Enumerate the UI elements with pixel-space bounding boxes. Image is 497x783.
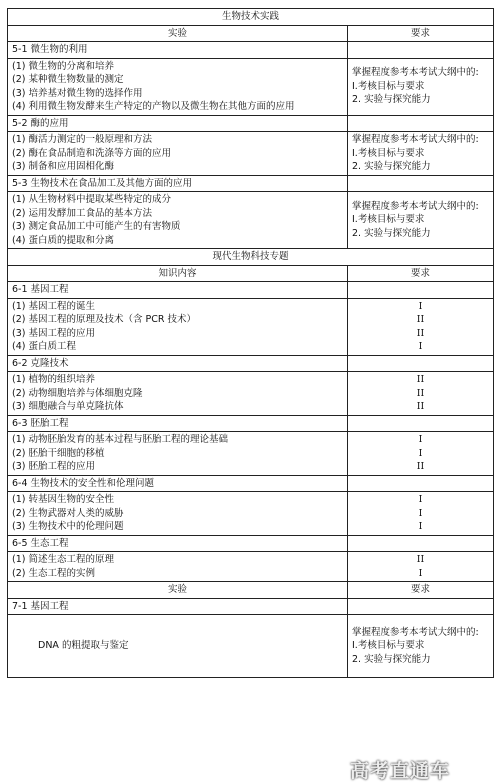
list-item: (3) 制备和应用固相化酶: [12, 161, 114, 172]
group-items-row: [8, 192, 494, 249]
group-heading: 6-3 胚胎工程: [8, 415, 348, 432]
group-items: [8, 132, 348, 176]
requirement-line: 2. 实验与探究能力: [352, 94, 431, 106]
section-title: 现代生物科技专题: [8, 249, 494, 266]
group-heading-row: [8, 282, 494, 299]
column-header-knowledge: 知识内容: [8, 265, 348, 282]
group-heading-blank: [348, 535, 494, 552]
requirement-level: II: [416, 314, 425, 325]
group-heading-row: [8, 115, 494, 132]
requirement-level: I: [418, 447, 423, 459]
column-header-experiment: 实验: [8, 25, 348, 42]
requirement-level: I: [418, 341, 423, 352]
list-item: (1) 转基因生物的安全性: [12, 494, 114, 505]
group-heading-row: [8, 415, 494, 432]
group-heading: 7-1 基因工程: [8, 598, 348, 615]
group-heading-row: [8, 598, 494, 615]
column-header-row: [8, 25, 494, 42]
group-items: [8, 492, 348, 536]
group-heading-row: [8, 175, 494, 192]
requirement-level: II: [416, 461, 425, 472]
list-item: (1) 从生物材料中提取某些特定的成分: [12, 194, 171, 205]
requirement-level: I: [418, 507, 423, 519]
requirement-level: I: [418, 521, 423, 532]
requirement-line: 掌握程度参考本考试大纲中的:: [352, 134, 479, 145]
requirement-levels: [348, 298, 494, 355]
list-item: (4) 利用微生物发酵来生产特定的产物以及微生物在其他方面的应用: [12, 101, 295, 112]
list-item: (1) 微生物的分离和培养: [12, 60, 114, 72]
group-items-row: [8, 492, 494, 536]
requirement-level: II: [416, 387, 425, 399]
column-header-row: [8, 582, 494, 599]
list-item: (3) 基因工程的应用: [12, 327, 95, 339]
group-items: [8, 192, 348, 249]
list-item: (3) 细胞融合与单克隆抗体: [12, 401, 124, 412]
section-title-row: [8, 9, 494, 26]
requirement-level: I: [418, 494, 423, 505]
list-item: (2) 基因工程的原理及技术（含 PCR 技术）: [12, 314, 196, 325]
group-heading-blank: [348, 115, 494, 132]
requirement-levels: [348, 432, 494, 476]
list-item: DNA 的粗提取与鉴定: [38, 640, 129, 652]
requirement-note: [348, 615, 494, 678]
group-heading: 6-4 生物技术的安全性和伦理问题: [8, 475, 348, 492]
requirement-level: II: [416, 374, 425, 385]
group-heading: 6-1 基因工程: [8, 282, 348, 299]
group-items-row: [8, 615, 494, 678]
list-item: (1) 基因工程的诞生: [12, 300, 95, 312]
list-item: (1) 动物胚胎发育的基本过程与胚胎工程的理论基础: [12, 434, 228, 445]
requirement-line: 掌握程度参考本考试大纲中的:: [352, 626, 479, 638]
syllabus-table: [7, 8, 494, 678]
group-heading: 5-2 酶的应用: [8, 115, 348, 132]
group-items: [8, 432, 348, 476]
requirement-note: [348, 132, 494, 176]
group-items-row: [8, 58, 494, 115]
list-item: (1) 简述生态工程的原理: [12, 554, 114, 565]
list-item: (2) 胚胎干细胞的移植: [12, 447, 105, 459]
list-item: (2) 酶在食品制造和洗涤等方面的应用: [12, 147, 171, 159]
list-item: (1) 酶活力测定的一般原理和方法: [12, 134, 152, 145]
group-heading-row: [8, 535, 494, 552]
list-item: (2) 某种微生物数量的测定: [12, 74, 124, 85]
requirement-note: [348, 192, 494, 249]
list-item: (3) 胚胎工程的应用: [12, 461, 95, 472]
requirement-level: I: [418, 567, 423, 579]
syllabus-document: [7, 8, 493, 678]
requirement-note: [348, 58, 494, 115]
requirement-line: 2. 实验与探究能力: [352, 161, 431, 172]
group-heading: 6-2 克隆技术: [8, 355, 348, 372]
column-header-requirement: 要求: [348, 265, 494, 282]
group-items-row: [8, 432, 494, 476]
group-items: [8, 552, 348, 582]
requirement-line: Ⅰ.考核目标与要求: [352, 147, 425, 159]
group-heading: 5-3 生物技术在食品加工及其他方面的应用: [8, 175, 348, 192]
group-heading: 6-5 生态工程: [8, 535, 348, 552]
section-title-row: [8, 249, 494, 266]
requirement-level: I: [418, 300, 423, 312]
list-item: (1) 植物的组织培养: [12, 374, 95, 385]
requirement-line: 2. 实验与探究能力: [352, 653, 431, 665]
list-item: (2) 动物细胞培养与体细胞克隆: [12, 387, 143, 399]
group-heading-blank: [348, 415, 494, 432]
list-item: (3) 测定食品加工中可能产生的有害物质: [12, 221, 181, 232]
column-header-requirement: 要求: [348, 25, 494, 42]
requirement-level: II: [416, 401, 425, 412]
column-header-experiment: 实验: [8, 582, 348, 599]
group-heading-blank: [348, 355, 494, 372]
requirement-line: Ⅰ.考核目标与要求: [352, 80, 425, 92]
group-items: [8, 298, 348, 355]
requirement-levels: [348, 552, 494, 582]
list-item: (4) 蛋白质工程: [12, 341, 76, 352]
group-items-row: [8, 372, 494, 416]
group-items-row: [8, 552, 494, 582]
group-heading-blank: [348, 475, 494, 492]
section-title: 生物技术实践: [8, 9, 494, 26]
list-item: (2) 生物武器对人类的威胁: [12, 507, 124, 519]
group-heading-row: [8, 42, 494, 59]
requirement-line: 掌握程度参考本考试大纲中的:: [352, 67, 479, 79]
group-heading-blank: [348, 282, 494, 299]
column-header-row: [8, 265, 494, 282]
list-item: (4) 蛋白质的提取和分离: [12, 234, 114, 246]
group-items-row: [8, 298, 494, 355]
requirement-levels: [348, 372, 494, 416]
requirement-line: 2. 实验与探究能力: [352, 227, 431, 239]
requirement-levels: [348, 492, 494, 536]
group-heading: 5-1 微生物的利用: [8, 42, 348, 59]
group-items: [8, 372, 348, 416]
group-heading-blank: [348, 598, 494, 615]
list-item: (3) 培养基对微生物的选择作用: [12, 87, 143, 99]
requirement-line: Ⅰ.考核目标与要求: [352, 214, 425, 226]
list-item: (2) 生态工程的实例: [12, 567, 95, 579]
group-items: [8, 58, 348, 115]
group-heading-blank: [348, 42, 494, 59]
group-items-row: [8, 132, 494, 176]
requirement-level: II: [416, 327, 425, 339]
requirement-level: II: [416, 554, 425, 565]
list-item: (2) 运用发酵加工食品的基本方法: [12, 207, 152, 219]
group-heading-row: [8, 355, 494, 372]
group-heading-blank: [348, 175, 494, 192]
requirement-line: 掌握程度参考本考试大纲中的:: [352, 200, 479, 212]
column-header-requirement: 要求: [348, 582, 494, 599]
requirement-line: Ⅰ.考核目标与要求: [352, 640, 425, 652]
group-heading-row: [8, 475, 494, 492]
requirement-level: I: [418, 434, 423, 445]
group-items: [8, 615, 348, 678]
watermark-logo: 高考直通车: [350, 760, 451, 782]
list-item: (3) 生物技术中的伦理问题: [12, 521, 124, 532]
